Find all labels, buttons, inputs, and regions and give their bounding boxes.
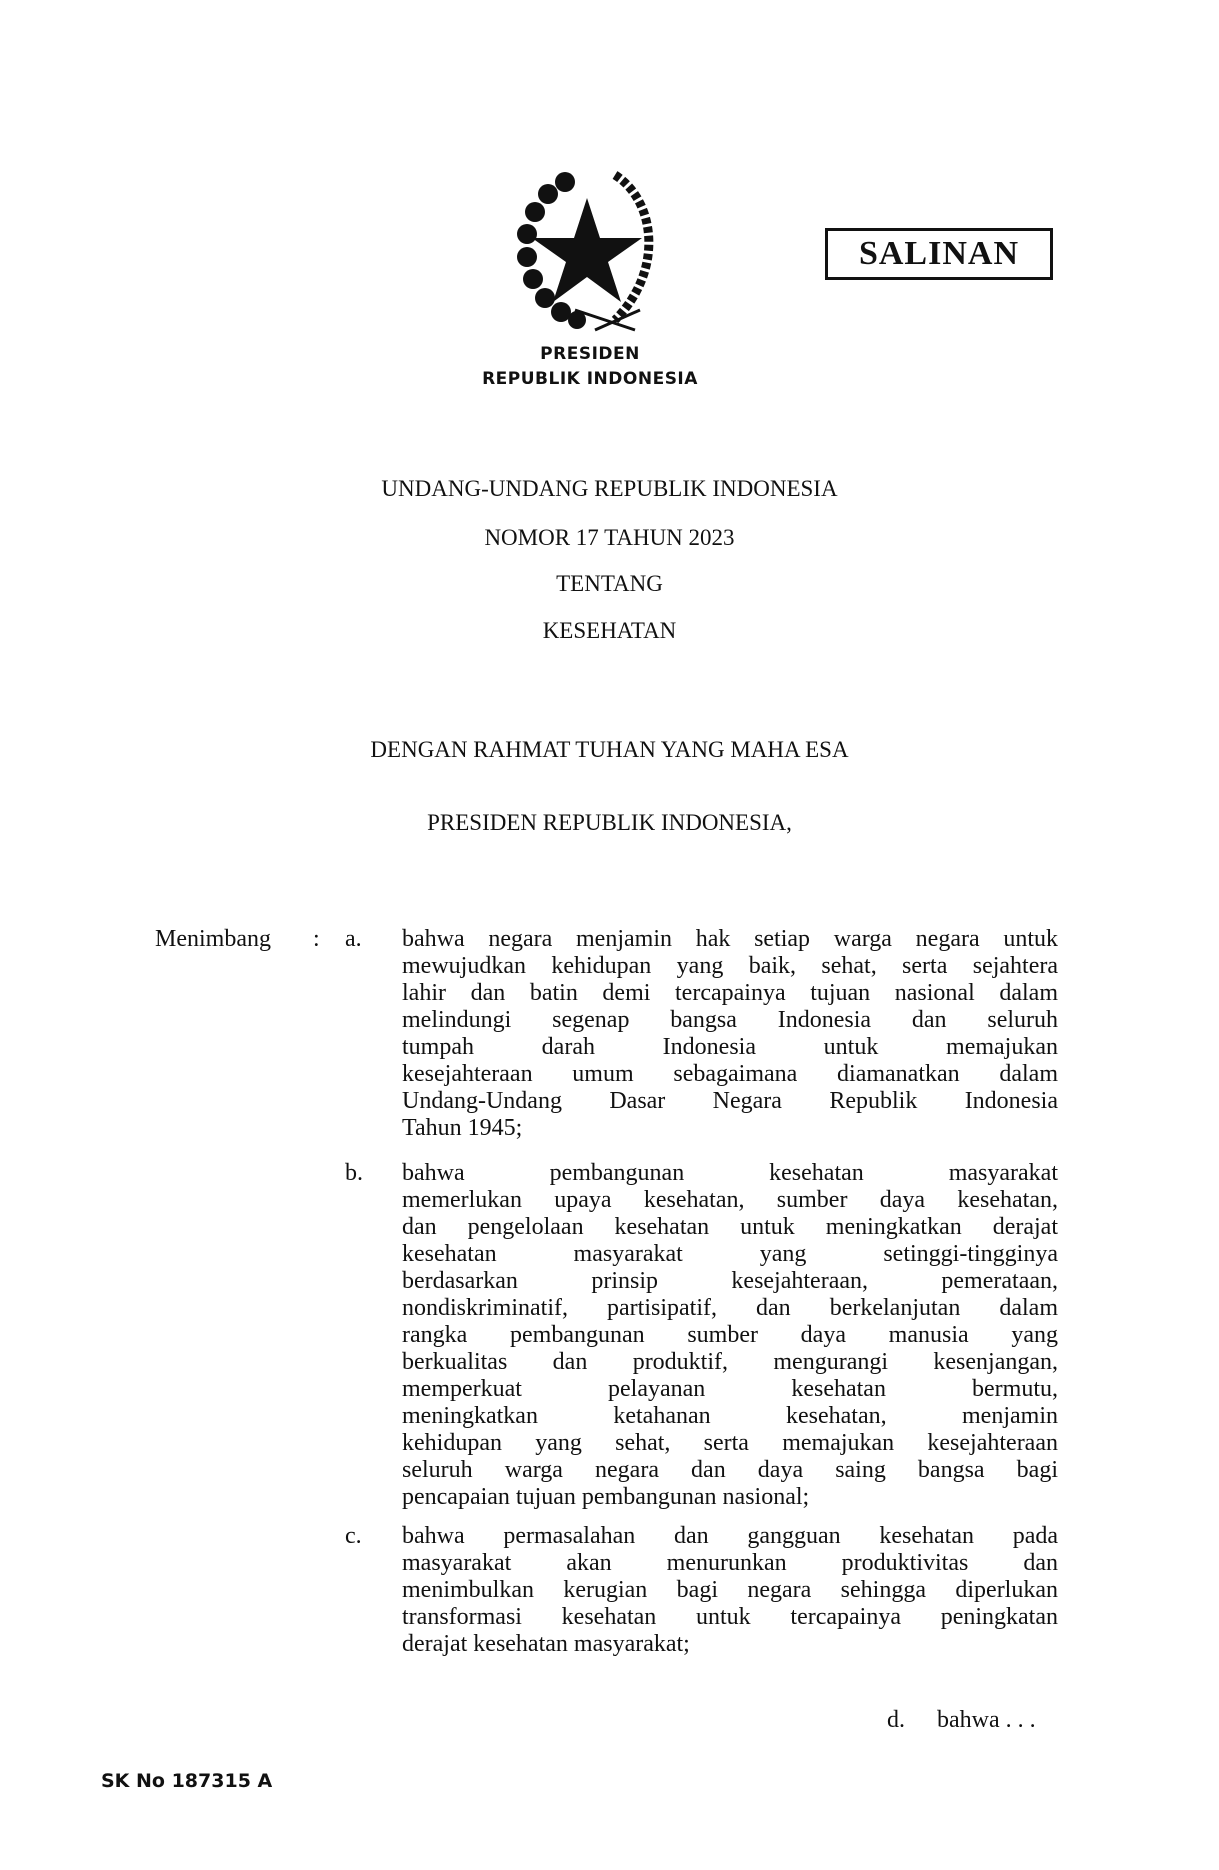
paragraph-line: Tahun 1945; bbox=[402, 1115, 523, 1141]
considering-label: Menimbang bbox=[155, 926, 271, 952]
considering-item-a bbox=[402, 926, 1058, 1142]
preamble: DENGAN RAHMAT TUHAN YANG MAHA ESA bbox=[370, 737, 849, 762]
garuda-presidential-emblem bbox=[505, 160, 670, 335]
paragraph-line: masyarakat akan menurunkan produktivitas dan bbox=[402, 1550, 1058, 1576]
paragraph-line: bahwa pembangunan kesehatan masyarakat bbox=[402, 1160, 1058, 1186]
copy-stamp: SALINAN bbox=[825, 228, 1053, 280]
law-subject: KESEHATAN bbox=[542, 618, 677, 643]
paragraph-line: tumpah darah Indonesia untuk memajukan bbox=[402, 1034, 1058, 1060]
paragraph-line: kehidupan yang sehat, serta memajukan kesejahteraan bbox=[402, 1430, 1058, 1456]
paragraph-line: rangka pembangunan sumber daya manusia yang bbox=[402, 1322, 1058, 1348]
continuation-marker: d. bbox=[887, 1707, 905, 1733]
paragraph-line: menimbulkan kerugian bagi negara sehingga diperlukan bbox=[402, 1577, 1058, 1603]
sk-number: SK No 187315 A bbox=[101, 1770, 273, 1792]
issuer: PRESIDEN REPUBLIK INDONESIA, bbox=[427, 810, 792, 835]
paragraph-line: memperkuat pelayanan kesehatan bermutu, bbox=[402, 1376, 1058, 1402]
paragraph-line: pencapaian tujuan pembangunan nasional; bbox=[402, 1484, 810, 1510]
paragraph-line: seluruh warga negara dan daya saing bangsa bagi bbox=[402, 1457, 1058, 1483]
paragraph-line: nondiskriminatif, partisipatif, dan berkelanjutan dalam bbox=[402, 1295, 1058, 1321]
paragraph-line: mewujudkan kehidupan yang baik, sehat, serta sejahtera bbox=[402, 953, 1058, 979]
paragraph-line: dan pengelolaan kesehatan untuk meningkatkan derajat bbox=[402, 1214, 1058, 1240]
item-marker-c: c. bbox=[345, 1523, 362, 1549]
paragraph-line: kesejahteraan umum sebagaimana diamanatkan dalam bbox=[402, 1061, 1058, 1087]
emblem-caption-presiden: PRESIDEN bbox=[540, 344, 640, 364]
paragraph-line: kesehatan masyarakat yang setinggi-tingginya bbox=[402, 1241, 1058, 1267]
paragraph-line: Undang-Undang Dasar Negara Republik Indonesia bbox=[402, 1088, 1058, 1114]
paragraph-line: memerlukan upaya kesehatan, sumber daya kesehatan, bbox=[402, 1187, 1058, 1213]
paragraph-line: transformasi kesehatan untuk tercapainya peningkatan bbox=[402, 1604, 1058, 1630]
considering-item-b bbox=[402, 1160, 1058, 1511]
law-title: UNDANG-UNDANG REPUBLIK INDONESIA bbox=[381, 476, 838, 501]
paragraph-line: bahwa negara menjamin hak setiap warga negara untuk bbox=[402, 926, 1058, 952]
paragraph-line: bahwa permasalahan dan gangguan kesehatan pada bbox=[402, 1523, 1058, 1549]
law-about: TENTANG bbox=[556, 571, 663, 596]
considering-item-c bbox=[402, 1523, 1058, 1658]
considering-colon: : bbox=[313, 926, 320, 952]
law-number: NOMOR 17 TAHUN 2023 bbox=[484, 525, 735, 550]
paragraph-line: berkualitas dan produktif, mengurangi kesenjangan, bbox=[402, 1349, 1058, 1375]
paragraph-line: derajat kesehatan masyarakat; bbox=[402, 1631, 690, 1657]
item-marker-b: b. bbox=[345, 1160, 363, 1186]
paragraph-line: lahir dan batin demi tercapainya tujuan nasional dalam bbox=[402, 980, 1058, 1006]
paragraph-line: berdasarkan prinsip kesejahteraan, pemerataan, bbox=[402, 1268, 1058, 1294]
emblem-caption-republik: REPUBLIK INDONESIA bbox=[482, 369, 698, 389]
paragraph-line: meningkatkan ketahanan kesehatan, menjamin bbox=[402, 1403, 1058, 1429]
item-marker-a: a. bbox=[345, 926, 362, 952]
continuation-text: bahwa . . . bbox=[937, 1707, 1036, 1733]
paragraph-line: melindungi segenap bangsa Indonesia dan seluruh bbox=[402, 1007, 1058, 1033]
